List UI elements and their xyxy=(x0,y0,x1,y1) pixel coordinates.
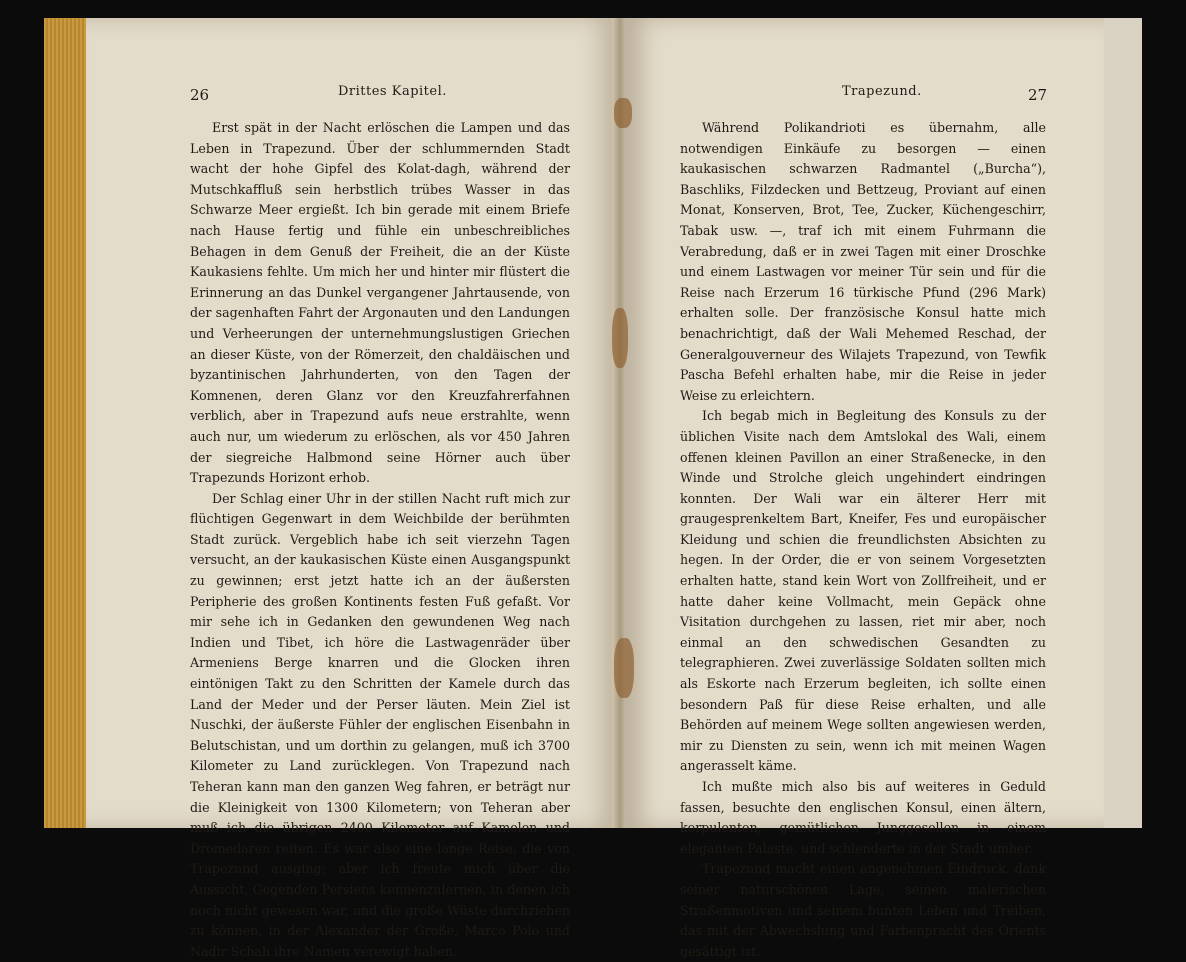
page-number: 27 xyxy=(1028,86,1048,104)
paragraph: Während Polikandrioti es übernahm, alle notwendigen Einkäufe zu besorgen — einen kaukasischen schwarzen Radmantel („Burcha“), Baschliks, Filzdecken und Bettzeug, Proviant auf einen Monat, Konserven, Brot, Tee, Zucker, Küchengeschirr, Tabak usw. —, traf ich mit einem Fuhrmann die Verabredung, daß er in zwei Tagen mit einer Droschke und einem Lastwagen vor meiner Tür sein und für die Reise nach Erzerum 16 türkische Pfund (296 Mark) erhalten solle. Der französische Konsul hatte mich benachrichtigt, daß der Wali Mehemed Reschad, der Generalgouverneur des Wilajets Trapezund, von Tewfik Pascha Befehl erhalten habe, mir die Reise in jeder Weise zu erleichtern. xyxy=(680,120,1046,403)
paragraph: Ich begab mich in Begleitung des Konsuls zu der üblichen Visite nach dem Amtslokal des Wali, einem offenen kleinen Pavillon an einer Straßenecke, in den Winde und Strolche gleich ungehindert eindringen konnten. Der Wali war ein älterer Herr mit graugesprenkeltem Bart, Kneifer, Fes und europäischer Kleidung und schien die freundlichsten Absichten zu hegen. In der Order, die er von seinem Vorgesetzten erhalten hatte, stand kein Wort von Zollfreiheit, und er hatte daher keine Vollmacht, mein Gepäck ohne Visitation durchgehen zu lassen, riet mir aber, noch einmal an den schwedischen Gesandten zu telegraphieren. Zwei zuverlässige Soldaten sollten mich als Eskorte nach Erzerum begleiten, ich sollte einen besondern Paß für diese Reise erhalten, und alle Behörden auf meinem Wege sollten angewiesen werden, mir zu Diensten zu sein, wenn ich mit meinen Wagen angerasselt käme. xyxy=(680,408,1046,774)
page-text xyxy=(680,118,1046,962)
paragraph: Ich mußte mich also bis auf weiteres in Geduld fassen, besuchte den englischen Konsul, einen ältern, korpulenten, gemütlichen Junggesellen in einem eleganten Palaste, und schlenderte in der Stadt umher. xyxy=(680,779,1046,856)
paper-stain xyxy=(614,98,632,128)
paragraph: Erst spät in der Nacht erlöschen die Lampen und das Leben in Trapezund. Über der schlummernden Stadt wacht der hohe Gipfel des Kolat-dagh, während der Mutschkaffluß sein herbstlich trübes Wasser in das Schwarze Meer ergießt. Ich bin gerade mit einem Briefe nach Hause fertig und fühle ein unbeschreibliches Behagen in dem Genuß der Freiheit, die an der Küste Kaukasiens fehlte. Um mich her und hinter mir flüstert die Erinnerung an das Dunkel vergangener Jahrtausende, von der sagenhaften Fahrt der Argonauten und den Landungen und Verheerungen der unternehmungslustigen Griechen an dieser Küste, von der Römerzeit, den chaldäischen und byzantinischen Jahrhunderten, von den Tagen der Komnenen, deren Glanz vor den Kreuzfahrerfahnen verblich, aber in Trapezund aufs neue erstrahlte, wenn auch nur, um wiederum zu erlöschen, als vor 450 Jahren der siegreiche Halbmond seine Hörner auch über Trapezunds Horizont erhob. xyxy=(190,120,570,486)
running-head: Trapezund. xyxy=(842,84,922,99)
running-head: Drittes Kapitel. xyxy=(338,84,447,99)
page-number: 26 xyxy=(190,86,210,104)
paper-stain xyxy=(614,638,634,698)
cover-edge-right xyxy=(1100,18,1142,828)
paragraph: Trapezund macht einen angenehmen Eindruck, dank seiner naturschönen Lage, seinen malerischen Straßenmotiven und seinem bunten Leben und Treiben, das mit der Abwechslung und Farbenpracht des Orients gesättigt ist. xyxy=(680,861,1046,959)
paper-stain xyxy=(612,308,628,368)
paragraph: Der Schlag einer Uhr in der stillen Nacht ruft mich zur flüchtigen Gegenwart in dem Weichbilde der berühmten Stadt zurück. Vergeblich habe ich seit vierzehn Tagen versucht, an der kaukasischen Küste einen Ausgangspunkt zu gewinnen; erst jetzt hatte ich an der äußersten Peripherie des großen Kontinents festen Fuß gefaßt. Vor mir sehe ich in Gedanken den gewundenen Weg nach Indien und Tibet, ich höre die Lastwagenräder über Armeniens Berge knarren und die Glocken ihren eintönigen Takt zu den Schritten der Kamele durch das Land der Meder und der Perser läuten. Mein Ziel ist Nuschki, der äußerste Fühler der englischen Eisenbahn in Belutschistan, und um dorthin zu gelangen, muß ich 3700 Kilometer zu Land zurücklegen. Von Trapezund nach Teheran kann man den ganzen Weg fahren, er beträgt nur die Kleinigkeit von 1300 Kilometern; von Teheran aber muß ich die übrigen 2400 Kilometer auf Kamelen und Dromedaren reiten. Es war also eine lange Reise, die von Trapezund ausging; aber ich freute mich über die Aussicht, Gegenden Persiens kennenzulernen, in denen ich noch nicht gewesen war, und die große Wüste durchziehen zu können, in der Alexander der Große, Marco Polo und Nadir Schah ihre Namen verewigt haben. xyxy=(190,490,570,959)
right-page xyxy=(624,18,1104,959)
page-text xyxy=(190,118,570,962)
left-page xyxy=(86,18,618,959)
